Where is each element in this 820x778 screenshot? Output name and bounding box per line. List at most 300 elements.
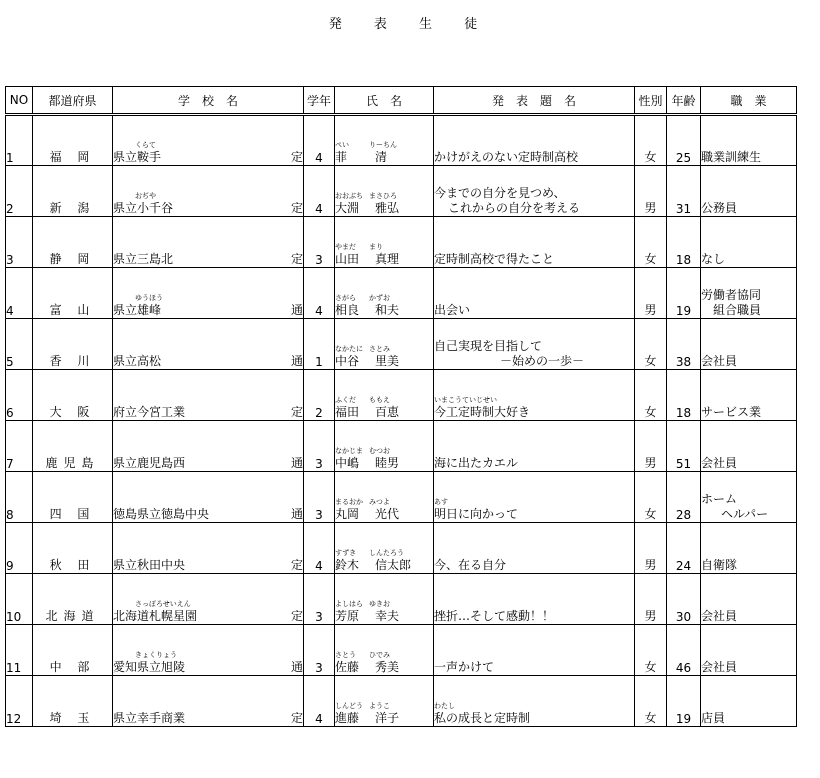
name-ruby-family: ぺい bbox=[335, 141, 349, 149]
table-row bbox=[6, 370, 797, 421]
school-wrap bbox=[113, 140, 303, 165]
cell-job bbox=[701, 370, 797, 421]
job-wrap bbox=[701, 492, 796, 522]
cell-grade: 3 bbox=[304, 217, 335, 268]
cell-age: 51 bbox=[667, 421, 701, 472]
school-line bbox=[113, 660, 303, 675]
cell-job bbox=[701, 676, 797, 727]
cell-gender: 男 bbox=[635, 421, 667, 472]
school-line bbox=[113, 456, 303, 471]
name-line bbox=[335, 609, 433, 624]
name-ruby bbox=[335, 446, 433, 456]
cell-name bbox=[335, 319, 434, 370]
cell-school bbox=[113, 319, 304, 370]
school-ruby: きょくりょう bbox=[135, 651, 177, 659]
name-ruby-given: まさひろ bbox=[369, 192, 397, 200]
school-name: 県立幸手商業 bbox=[113, 711, 186, 725]
family-name: 中谷 bbox=[335, 354, 360, 368]
name-ruby-family: やまだ bbox=[335, 243, 356, 251]
cell-gender: 女 bbox=[635, 115, 667, 166]
job-wrap bbox=[701, 711, 796, 726]
cell-prefecture: 福 岡 bbox=[33, 115, 113, 166]
job-wrap bbox=[701, 405, 796, 420]
school-ruby bbox=[113, 701, 303, 711]
topic-ruby bbox=[434, 293, 634, 303]
school-line bbox=[113, 558, 303, 573]
cell-age: 31 bbox=[667, 166, 701, 217]
cell-no: 3 bbox=[6, 217, 33, 268]
table-row bbox=[6, 676, 797, 727]
school-ruby bbox=[113, 497, 303, 507]
topic-line-1: 私の成長と定時制 bbox=[434, 711, 531, 725]
name-line bbox=[335, 711, 433, 726]
table-body bbox=[6, 115, 797, 727]
family-name: 鈴木 bbox=[335, 558, 360, 572]
table-row bbox=[6, 166, 797, 217]
name-line bbox=[335, 507, 433, 522]
topic-wrap bbox=[434, 293, 634, 318]
topic-line-1: 今までの自分を見つめ、 bbox=[434, 186, 566, 200]
job-wrap bbox=[701, 354, 796, 369]
school-name: 愛知県立旭陵 bbox=[113, 660, 186, 674]
school-wrap bbox=[113, 497, 303, 522]
name-wrap bbox=[335, 548, 433, 573]
topic-ruby bbox=[434, 242, 634, 252]
topic-wrap bbox=[434, 395, 634, 420]
cell-prefecture: 富 山 bbox=[33, 268, 113, 319]
cell-school bbox=[113, 217, 304, 268]
course-type: 通 bbox=[290, 660, 303, 674]
school-line bbox=[113, 354, 303, 369]
header-grade: 学年 bbox=[304, 87, 335, 115]
name-line bbox=[335, 252, 433, 267]
school-wrap bbox=[113, 191, 303, 216]
job-wrap bbox=[701, 150, 796, 165]
cell-topic bbox=[434, 676, 635, 727]
cell-school bbox=[113, 574, 304, 625]
name-line bbox=[335, 405, 433, 420]
school-wrap bbox=[113, 599, 303, 624]
given-name: 清 bbox=[375, 150, 388, 164]
topic-wrap bbox=[434, 446, 634, 471]
name-ruby bbox=[335, 140, 433, 150]
family-name: 山田 bbox=[335, 252, 360, 266]
school-wrap bbox=[113, 242, 303, 267]
cell-grade: 4 bbox=[304, 268, 335, 319]
topic-line-2: これからの自分を考える bbox=[448, 201, 581, 215]
name-ruby-family: ふくだ bbox=[335, 396, 356, 404]
job-line-1: 店員 bbox=[701, 711, 726, 725]
school-wrap bbox=[113, 446, 303, 471]
cell-gender: 女 bbox=[635, 319, 667, 370]
table-row bbox=[6, 319, 797, 370]
header-prefecture: 都道府県 bbox=[33, 87, 113, 115]
job-wrap bbox=[701, 456, 796, 471]
topic-line-1: 海に出たカエル bbox=[434, 456, 519, 470]
topic-line-1: 出会い bbox=[434, 303, 471, 317]
cell-gender: 女 bbox=[635, 217, 667, 268]
cell-prefecture: 新 潟 bbox=[33, 166, 113, 217]
cell-grade: 3 bbox=[304, 574, 335, 625]
header-age: 年齢 bbox=[667, 87, 701, 115]
cell-name bbox=[335, 472, 434, 523]
cell-job bbox=[701, 319, 797, 370]
cell-no: 12 bbox=[6, 676, 33, 727]
topic-line-1: 一声かけて bbox=[434, 660, 495, 674]
cell-no: 7 bbox=[6, 421, 33, 472]
job-line-2: ヘルパー bbox=[721, 507, 769, 521]
cell-prefecture: 中 部 bbox=[33, 625, 113, 676]
topic-wrap bbox=[434, 497, 634, 522]
name-ruby bbox=[335, 497, 433, 507]
topic-ruby: あす bbox=[434, 498, 448, 506]
cell-grade: 4 bbox=[304, 115, 335, 166]
topic-ruby bbox=[434, 140, 634, 150]
school-name: 北海道札幌星園 bbox=[113, 609, 198, 623]
cell-school bbox=[113, 370, 304, 421]
table-row bbox=[6, 574, 797, 625]
presenter-table bbox=[5, 86, 797, 727]
school-wrap bbox=[113, 701, 303, 726]
name-ruby-given: ひでみ bbox=[369, 651, 390, 659]
cell-topic bbox=[434, 574, 635, 625]
cell-name bbox=[335, 523, 434, 574]
name-ruby bbox=[335, 344, 433, 354]
cell-school bbox=[113, 523, 304, 574]
cell-gender: 男 bbox=[635, 574, 667, 625]
name-wrap bbox=[335, 344, 433, 369]
header-topic: 発 表 題 名 bbox=[434, 87, 635, 115]
name-wrap bbox=[335, 191, 433, 216]
name-line bbox=[335, 303, 433, 318]
school-line bbox=[113, 252, 303, 267]
table-row bbox=[6, 625, 797, 676]
cell-age: 24 bbox=[667, 523, 701, 574]
course-type: 定 bbox=[290, 405, 303, 419]
name-ruby-family: まるおか bbox=[335, 498, 363, 506]
cell-prefecture: 北海道 bbox=[33, 574, 113, 625]
name-ruby bbox=[335, 242, 433, 252]
job-line-1: 労働者協同 bbox=[701, 288, 762, 302]
cell-gender: 男 bbox=[635, 268, 667, 319]
cell-no: 11 bbox=[6, 625, 33, 676]
family-name: 相良 bbox=[335, 303, 360, 317]
given-name: 幸夫 bbox=[375, 609, 400, 623]
school-name: 県立小千谷 bbox=[113, 201, 174, 215]
topic-wrap bbox=[434, 140, 634, 165]
table-row bbox=[6, 523, 797, 574]
cell-age: 38 bbox=[667, 319, 701, 370]
name-ruby-family: なかたに bbox=[335, 345, 363, 353]
name-wrap bbox=[335, 293, 433, 318]
school-line bbox=[113, 201, 303, 216]
school-line bbox=[113, 609, 303, 624]
topic-wrap bbox=[434, 701, 634, 726]
name-ruby bbox=[335, 293, 433, 303]
name-ruby-family: よしはら bbox=[335, 600, 363, 608]
school-name: 県立三島北 bbox=[113, 252, 174, 266]
cell-grade: 1 bbox=[304, 319, 335, 370]
course-type: 定 bbox=[290, 252, 303, 266]
cell-job bbox=[701, 523, 797, 574]
table-header-row bbox=[6, 87, 797, 115]
cell-name bbox=[335, 676, 434, 727]
family-name: 大淵 bbox=[335, 201, 360, 215]
cell-topic bbox=[434, 421, 635, 472]
family-name: 進藤 bbox=[335, 711, 360, 725]
cell-name bbox=[335, 421, 434, 472]
cell-name bbox=[335, 574, 434, 625]
cell-topic bbox=[434, 319, 635, 370]
name-ruby bbox=[335, 191, 433, 201]
cell-topic bbox=[434, 115, 635, 166]
topic-wrap bbox=[434, 548, 634, 573]
cell-topic bbox=[434, 523, 635, 574]
job-line-2: 組合職員 bbox=[713, 303, 762, 317]
given-name: 光代 bbox=[375, 507, 400, 521]
header-school: 学 校 名 bbox=[113, 87, 304, 115]
cell-school bbox=[113, 421, 304, 472]
name-line bbox=[335, 558, 433, 573]
cell-no: 8 bbox=[6, 472, 33, 523]
cell-prefecture: 四 国 bbox=[33, 472, 113, 523]
name-ruby-given: しんたろう bbox=[369, 549, 404, 557]
name-ruby bbox=[335, 650, 433, 660]
school-ruby: さっぽろせいえん bbox=[135, 600, 191, 608]
family-name: 中嶋 bbox=[335, 456, 360, 470]
job-line-1: ホーム bbox=[701, 492, 738, 506]
cell-topic bbox=[434, 370, 635, 421]
course-type: 定 bbox=[290, 558, 303, 572]
school-ruby bbox=[113, 344, 303, 354]
school-line bbox=[113, 405, 303, 420]
cell-topic bbox=[434, 268, 635, 319]
name-line bbox=[335, 354, 433, 369]
given-name: 百恵 bbox=[375, 405, 400, 419]
job-line-1: 会社員 bbox=[701, 456, 738, 470]
given-name: 真理 bbox=[375, 252, 400, 266]
name-ruby bbox=[335, 701, 433, 711]
cell-topic bbox=[434, 472, 635, 523]
name-wrap bbox=[335, 650, 433, 675]
job-wrap bbox=[701, 660, 796, 675]
course-type: 通 bbox=[290, 456, 303, 470]
header-gender: 性別 bbox=[635, 87, 667, 115]
cell-job bbox=[701, 166, 797, 217]
cell-no: 10 bbox=[6, 574, 33, 625]
given-name: 睦男 bbox=[375, 456, 400, 470]
cell-school bbox=[113, 166, 304, 217]
cell-no: 1 bbox=[6, 115, 33, 166]
family-name: 福田 bbox=[335, 405, 360, 419]
cell-name bbox=[335, 217, 434, 268]
course-type: 通 bbox=[290, 303, 303, 317]
topic-ruby bbox=[434, 548, 634, 558]
cell-job bbox=[701, 472, 797, 523]
cell-gender: 男 bbox=[635, 166, 667, 217]
school-name: 県立高松 bbox=[113, 354, 162, 368]
table-row bbox=[6, 472, 797, 523]
school-name: 県立鹿児島西 bbox=[113, 456, 186, 470]
topic-wrap bbox=[434, 242, 634, 267]
school-wrap bbox=[113, 395, 303, 420]
given-name: 秀美 bbox=[375, 660, 400, 674]
cell-job bbox=[701, 421, 797, 472]
name-ruby-family: なかじま bbox=[335, 447, 363, 455]
topic-ruby bbox=[434, 446, 634, 456]
cell-job bbox=[701, 217, 797, 268]
job-line-1: 会社員 bbox=[701, 609, 738, 623]
given-name: 和夫 bbox=[375, 303, 400, 317]
job-line-1: なし bbox=[701, 252, 726, 266]
cell-job bbox=[701, 268, 797, 319]
topic-line-1: 明日に向かって bbox=[434, 507, 519, 521]
cell-age: 28 bbox=[667, 472, 701, 523]
name-ruby bbox=[335, 599, 433, 609]
course-type: 通 bbox=[290, 507, 303, 521]
topic-wrap bbox=[434, 186, 634, 216]
cell-age: 18 bbox=[667, 370, 701, 421]
cell-school bbox=[113, 268, 304, 319]
family-name: 芳原 bbox=[335, 609, 360, 623]
cell-grade: 2 bbox=[304, 370, 335, 421]
school-wrap bbox=[113, 548, 303, 573]
school-ruby bbox=[113, 395, 303, 405]
topic-line-2: －始めの一歩－ bbox=[500, 354, 585, 368]
cell-name bbox=[335, 166, 434, 217]
cell-gender: 男 bbox=[635, 523, 667, 574]
school-name: 県立鞍手 bbox=[113, 150, 162, 164]
cell-no: 5 bbox=[6, 319, 33, 370]
school-ruby bbox=[113, 242, 303, 252]
job-wrap bbox=[701, 201, 796, 216]
name-ruby-given: むつお bbox=[369, 447, 390, 455]
cell-grade: 3 bbox=[304, 625, 335, 676]
job-line-1: 公務員 bbox=[701, 201, 738, 215]
job-line-1: サービス業 bbox=[701, 405, 762, 419]
cell-name bbox=[335, 625, 434, 676]
topic-ruby: わたし bbox=[434, 702, 455, 710]
cell-grade: 4 bbox=[304, 676, 335, 727]
header-name: 氏 名 bbox=[335, 87, 434, 115]
cell-school bbox=[113, 676, 304, 727]
course-type: 定 bbox=[290, 201, 303, 215]
table-row bbox=[6, 217, 797, 268]
topic-line-1: 自己実現を目指して bbox=[434, 339, 543, 353]
name-wrap bbox=[335, 599, 433, 624]
cell-prefecture: 埼 玉 bbox=[33, 676, 113, 727]
cell-grade: 3 bbox=[304, 421, 335, 472]
course-type: 定 bbox=[290, 711, 303, 725]
cell-topic bbox=[434, 166, 635, 217]
name-line bbox=[335, 201, 433, 216]
topic-line-1: かけがえのない定時制高校 bbox=[434, 150, 579, 164]
name-ruby-given: ようこ bbox=[369, 702, 390, 710]
school-ruby: おぢや bbox=[135, 192, 156, 200]
cell-gender: 女 bbox=[635, 472, 667, 523]
cell-school bbox=[113, 472, 304, 523]
topic-ruby bbox=[434, 650, 634, 660]
school-wrap bbox=[113, 344, 303, 369]
given-name: 里美 bbox=[375, 354, 400, 368]
cell-prefecture: 静 岡 bbox=[33, 217, 113, 268]
cell-no: 4 bbox=[6, 268, 33, 319]
cell-prefecture: 秋 田 bbox=[33, 523, 113, 574]
cell-prefecture: 大 阪 bbox=[33, 370, 113, 421]
cell-job bbox=[701, 115, 797, 166]
name-wrap bbox=[335, 242, 433, 267]
school-ruby: くらて bbox=[135, 141, 156, 149]
course-type: 定 bbox=[290, 150, 303, 164]
cell-school bbox=[113, 115, 304, 166]
name-ruby-given: りーちん bbox=[369, 141, 397, 149]
job-line-1: 会社員 bbox=[701, 354, 738, 368]
name-ruby bbox=[335, 548, 433, 558]
job-wrap bbox=[701, 558, 796, 573]
cell-no: 9 bbox=[6, 523, 33, 574]
name-wrap bbox=[335, 497, 433, 522]
cell-name bbox=[335, 268, 434, 319]
school-line bbox=[113, 150, 303, 165]
course-type: 通 bbox=[290, 354, 303, 368]
school-ruby bbox=[113, 446, 303, 456]
job-wrap bbox=[701, 288, 796, 318]
cell-no: 2 bbox=[6, 166, 33, 217]
cell-age: 30 bbox=[667, 574, 701, 625]
cell-name bbox=[335, 370, 434, 421]
cell-topic bbox=[434, 625, 635, 676]
header-no: NO bbox=[6, 87, 33, 115]
topic-line-1: 今工定時制大好き bbox=[434, 405, 531, 419]
name-ruby-family: しんどう bbox=[335, 702, 363, 710]
cell-age: 25 bbox=[667, 115, 701, 166]
cell-gender: 女 bbox=[635, 625, 667, 676]
job-line-1: 自衛隊 bbox=[701, 558, 738, 572]
name-line bbox=[335, 150, 433, 165]
cell-gender: 女 bbox=[635, 370, 667, 421]
cell-prefecture: 香 川 bbox=[33, 319, 113, 370]
job-line-1: 職業訓練生 bbox=[701, 150, 762, 164]
school-ruby: ゆうほう bbox=[135, 294, 163, 302]
name-ruby-given: ももえ bbox=[369, 396, 390, 404]
given-name: 洋子 bbox=[375, 711, 400, 725]
job-line-1: 会社員 bbox=[701, 660, 738, 674]
topic-wrap bbox=[434, 599, 634, 624]
name-ruby-family: さとう bbox=[335, 651, 356, 659]
job-wrap bbox=[701, 609, 796, 624]
name-ruby-family: すずき bbox=[335, 549, 357, 557]
school-wrap bbox=[113, 650, 303, 675]
name-wrap bbox=[335, 140, 433, 165]
table-row bbox=[6, 421, 797, 472]
cell-grade: 4 bbox=[304, 166, 335, 217]
name-ruby-given: かずお bbox=[369, 294, 390, 302]
name-wrap bbox=[335, 395, 433, 420]
course-type: 定 bbox=[290, 609, 303, 623]
name-wrap bbox=[335, 701, 433, 726]
school-line bbox=[113, 303, 303, 318]
topic-wrap bbox=[434, 339, 634, 369]
cell-age: 46 bbox=[667, 625, 701, 676]
name-ruby bbox=[335, 395, 433, 405]
given-name: 雅弘 bbox=[375, 201, 400, 215]
topic-line-1: 定時制高校で得たこと bbox=[434, 252, 555, 266]
header-job: 職 業 bbox=[701, 87, 797, 115]
cell-topic bbox=[434, 217, 635, 268]
topic-line-1: 挫折…そして感動！！ bbox=[434, 609, 555, 623]
school-name: 県立雄峰 bbox=[113, 303, 162, 317]
name-line bbox=[335, 660, 433, 675]
